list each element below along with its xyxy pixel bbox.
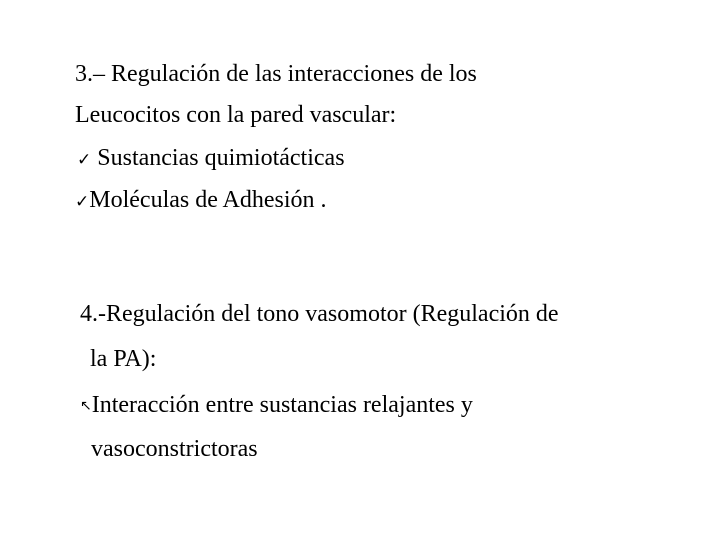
bullet-text: Moléculas de Adhesión . (89, 187, 327, 213)
arrow-up-left-icon: ↖ (80, 398, 92, 414)
section3-heading-line2: Leucocitos con la pared vascular: (75, 102, 397, 128)
bullet-item-moleculas (75, 186, 327, 216)
bullet-text: Interacción entre sustancias relajantes y (91, 392, 473, 418)
bullet-continuation: vasoconstrictoras (91, 436, 258, 462)
checkmark-icon: ✓ (75, 192, 90, 212)
section3-heading-line1: 3.– Regulación de las interacciones de los (75, 61, 477, 87)
checkmark-icon: ✓ (77, 150, 92, 170)
bullet-text: Sustancias quimiotácticas (91, 145, 345, 171)
section4-heading-line2: la PA): (90, 346, 157, 372)
bullet-item-interaccion (80, 391, 473, 420)
bullet-item-sustancias (77, 144, 345, 174)
section4-heading-line1: 4.-Regulación del tono vasomotor (Regulación de (80, 301, 559, 327)
